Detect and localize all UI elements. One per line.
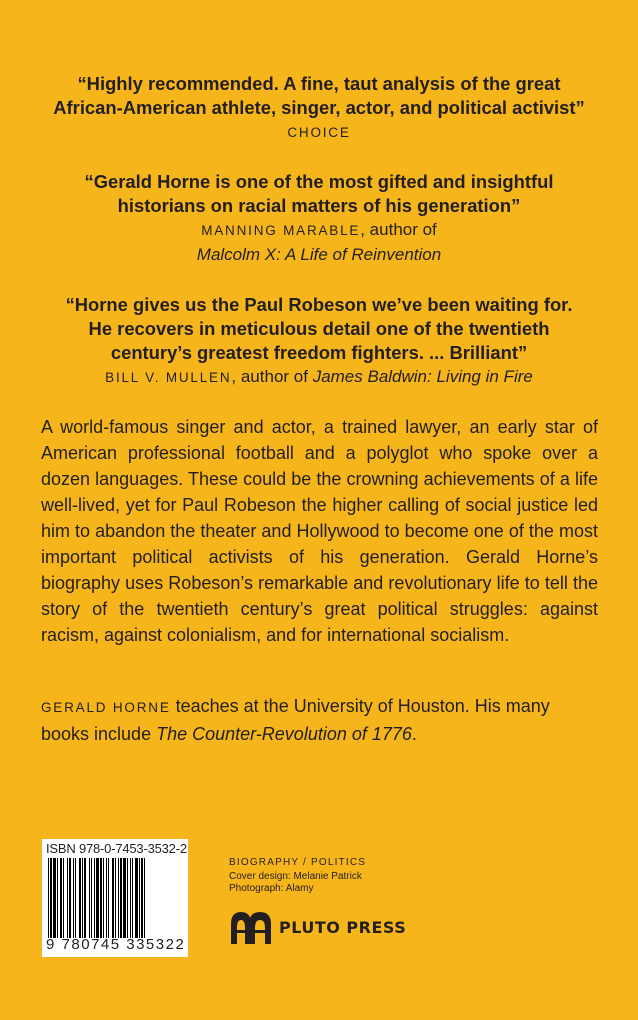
author-book-title: The Counter-Revolution of 1776	[156, 724, 412, 744]
subject-category: BIOGRAPHY / POLITICS	[229, 857, 367, 868]
quote-line: “Highly recommended. A fine, taut analysis of the great	[77, 73, 561, 94]
cover-design-credit: Cover design: Melanie Patrick	[229, 871, 362, 882]
quote-attribution	[0, 218, 638, 267]
quote-line: historians on racial matters of his generation”	[117, 195, 521, 216]
imprint-info	[229, 857, 366, 895]
attribution-work: James Baldwin: Living in Fire	[312, 367, 533, 386]
quote-line: “Gerald Horne is one of the most gifted and insightful	[84, 171, 554, 192]
quote-choice	[0, 72, 638, 145]
publisher-name: PLUTO PRESS	[279, 917, 407, 937]
author-bio-end: .	[411, 724, 417, 744]
quote-attribution	[0, 365, 638, 390]
attribution-name: MANNING MARABLE	[201, 223, 361, 238]
isbn-label: ISBN 978-0-7453-3532-2	[46, 841, 187, 856]
attribution-name: BILL V. MULLEN	[105, 370, 232, 385]
quote-marable	[0, 170, 638, 267]
quote-line: “Horne gives us the Paul Robeson we’ve been waiting for.	[65, 294, 573, 315]
photograph-credit: Photograph: Alamy	[229, 883, 314, 894]
publisher-logo	[229, 910, 406, 944]
author-bio	[41, 693, 598, 747]
quote-line: century’s greatest freedom fighters. ... Brilliant”	[110, 342, 528, 363]
barcode	[42, 839, 188, 957]
barcode-number: 9 780745 335322	[46, 936, 186, 953]
book-description: A world-famous singer and actor, a trained lawyer, an early star of American professional football and a polyglot who spoke over a dozen languages. These could be the crowning achievements of a life well-lived, yet for Paul Robeson the higher calling of social justice led him to abandon the theater and Hollywood to become one of the most important political activists of his generation. Gerald Horne’s biography uses Robeson’s remarkable and revolutionary life to tell the story of the twentieth century’s great political struggles: against racism, against colonialism, and for international socialism.	[41, 417, 598, 645]
quote-line: He recovers in meticulous detail one of the twentieth	[88, 318, 550, 339]
attribution-work: Malcolm X: A Life of Reinvention	[196, 245, 442, 264]
quote-text	[0, 72, 638, 120]
barcode-bars	[48, 858, 182, 938]
attribution-suffix: , author of	[231, 367, 313, 386]
pluto-press-logo-icon	[229, 910, 273, 944]
quote-line: African-American athlete, singer, actor, and political activist”	[53, 97, 585, 118]
quote-mullen	[0, 293, 638, 390]
attribution-suffix: , author of	[360, 220, 437, 239]
quote-text	[0, 293, 638, 365]
attribution-name: CHOICE	[287, 125, 351, 140]
author-name: GERALD HORNE	[41, 700, 171, 715]
quote-text	[0, 170, 638, 218]
quote-attribution	[0, 120, 638, 145]
author-bio-text: teaches at the University of Houston. His many books include	[41, 696, 550, 744]
